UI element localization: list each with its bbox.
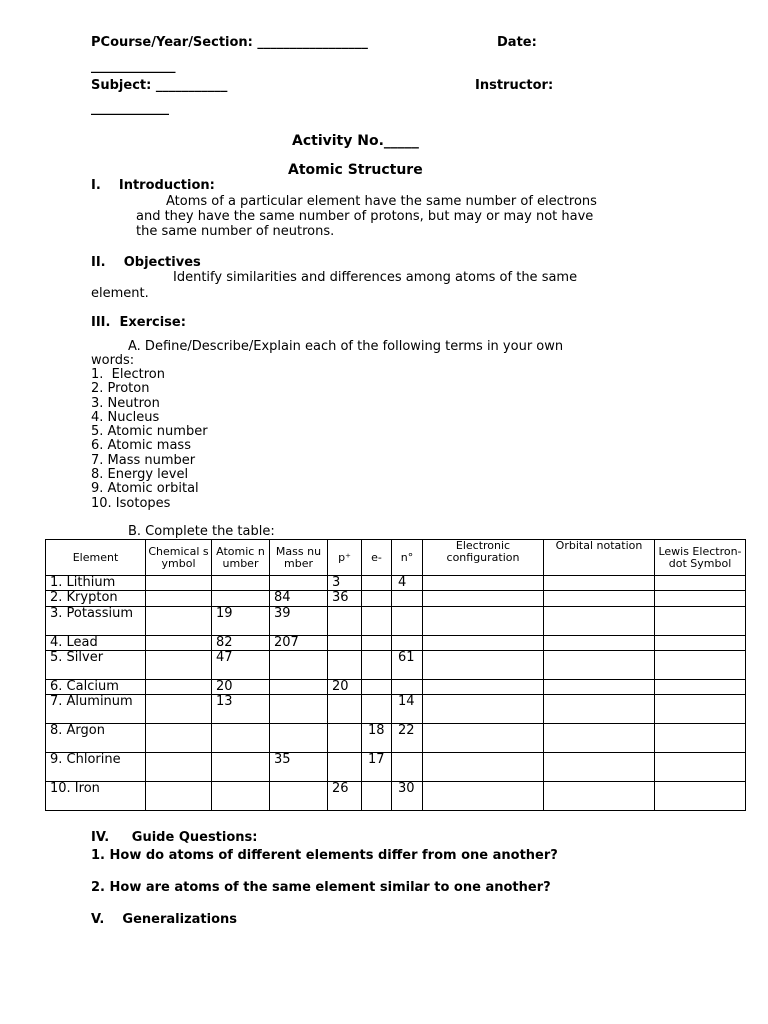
table-row — [46, 650, 746, 679]
table-cell: 47 — [212, 650, 270, 679]
table-cell — [392, 606, 423, 635]
objectives-line-2: element. — [91, 286, 149, 301]
table-cell — [212, 753, 270, 782]
table-cell — [270, 782, 328, 811]
instructor-blank: ____________ — [91, 101, 169, 116]
table-cell: 207 — [270, 635, 328, 650]
guide-questions-heading: IV. Guide Questions: — [91, 830, 258, 845]
element-name-cell: 3. Potassium — [46, 606, 146, 635]
part-a-line-1: A. Define/Describe/Explain each of the following terms in your own — [128, 339, 564, 354]
table-cell — [212, 591, 270, 606]
table-cell — [328, 635, 362, 650]
table-cell — [655, 650, 746, 679]
table-cell: 14 — [392, 695, 423, 724]
table-cell — [146, 753, 212, 782]
table-cell — [362, 782, 392, 811]
atomic-structure-table — [45, 539, 746, 811]
table-cell — [423, 591, 544, 606]
element-name-cell: 5. Silver — [46, 650, 146, 679]
table-cell — [423, 753, 544, 782]
table-cell — [270, 576, 328, 591]
table-row — [46, 591, 746, 606]
table-cell — [392, 679, 423, 694]
table-cell: 4 — [392, 576, 423, 591]
table-cell — [328, 724, 362, 753]
part-a-line-2: words: — [91, 353, 135, 368]
table-cell: 35 — [270, 753, 328, 782]
header-neutrons: n° — [392, 540, 423, 576]
objectives-line-1: Identify similarities and differences among atoms of the same — [173, 270, 578, 285]
term-item: 4. Nucleus — [91, 409, 160, 425]
table-cell — [544, 753, 655, 782]
table-cell — [362, 606, 392, 635]
intro-line-1: Atoms of a particular element have the same number of electrons — [166, 194, 597, 209]
table-cell — [655, 782, 746, 811]
header-mass-number: Mass number — [270, 540, 328, 576]
table-cell — [423, 576, 544, 591]
header-electrons: e- — [362, 540, 392, 576]
table-cell — [423, 635, 544, 650]
table-cell — [423, 679, 544, 694]
table-cell — [544, 782, 655, 811]
table-cell — [655, 679, 746, 694]
term-item: 5. Atomic number — [91, 424, 208, 440]
guide-question-2: 2. How are atoms of the same element similar to one another? — [91, 880, 551, 895]
table-cell — [328, 753, 362, 782]
table-cell — [655, 724, 746, 753]
table-cell — [362, 695, 392, 724]
table-cell — [655, 576, 746, 591]
table-cell — [362, 591, 392, 606]
table-cell — [146, 724, 212, 753]
table-cell: 20 — [212, 679, 270, 694]
element-name-cell: 8. Argon — [46, 724, 146, 753]
table-cell — [270, 679, 328, 694]
table-row — [46, 695, 746, 724]
table-cell — [655, 591, 746, 606]
table-cell — [423, 650, 544, 679]
table-cell — [362, 650, 392, 679]
term-item: 9. Atomic orbital — [91, 481, 199, 497]
table-cell — [146, 591, 212, 606]
table-row — [46, 679, 746, 694]
table-row — [46, 606, 746, 635]
header-protons: p⁺ — [328, 540, 362, 576]
table-cell — [423, 606, 544, 635]
element-name-cell: 2. Krypton — [46, 591, 146, 606]
table-cell — [544, 650, 655, 679]
element-name-cell: 7. Aluminum — [46, 695, 146, 724]
table-cell: 13 — [212, 695, 270, 724]
table-cell — [362, 576, 392, 591]
date-label: Date: — [497, 35, 537, 50]
element-name-cell: 6. Calcium — [46, 679, 146, 694]
table-cell — [328, 695, 362, 724]
generalizations-heading: V. Generalizations — [91, 912, 238, 927]
table-cell — [392, 591, 423, 606]
intro-line-3: the same number of neutrons. — [136, 224, 335, 239]
header-orbital-notation: Orbital notation — [544, 540, 655, 576]
table-cell — [270, 650, 328, 679]
table-cell — [544, 576, 655, 591]
topic-title: Atomic Structure — [288, 162, 423, 178]
table-cell — [544, 679, 655, 694]
table-cell: 19 — [212, 606, 270, 635]
guide-question-1: 1. How do atoms of different elements differ from one another? — [91, 848, 558, 863]
table-cell — [146, 606, 212, 635]
element-name-cell: 9. Chlorine — [46, 753, 146, 782]
table-cell — [146, 650, 212, 679]
element-name-cell: 4. Lead — [46, 635, 146, 650]
table-cell: 26 — [328, 782, 362, 811]
header-element: Element — [46, 540, 146, 576]
terms-list — [91, 368, 208, 511]
term-item: 7. Mass number — [91, 452, 196, 468]
table-row — [46, 724, 746, 753]
table-cell: 18 — [362, 724, 392, 753]
table-cell — [212, 724, 270, 753]
header-chemical-symbol: Chemical symbol — [146, 540, 212, 576]
table-cell — [146, 576, 212, 591]
element-name-cell: 1. Lithium — [46, 576, 146, 591]
table-cell — [655, 753, 746, 782]
table-cell — [270, 724, 328, 753]
table-cell — [655, 695, 746, 724]
activity-title: Activity No._____ — [292, 133, 419, 149]
table-row — [46, 782, 746, 811]
table-cell: 17 — [362, 753, 392, 782]
table-cell — [328, 650, 362, 679]
course-year-section-label: PCourse/Year/Section: _________________ — [91, 35, 368, 50]
table-cell — [544, 695, 655, 724]
table-cell: 3 — [328, 576, 362, 591]
term-item: 2. Proton — [91, 381, 150, 397]
table-cell: 39 — [270, 606, 328, 635]
table-row — [46, 635, 746, 650]
instructor-label: Instructor: — [475, 78, 554, 93]
intro-line-2: and they have the same number of protons, but may or may not have — [136, 209, 594, 224]
table-cell — [146, 635, 212, 650]
part-b-label: B. Complete the table: — [128, 524, 275, 539]
table-cell — [146, 679, 212, 694]
introduction-heading: I. Introduction: — [91, 178, 215, 193]
table-cell — [392, 753, 423, 782]
term-item: 6. Atomic mass — [91, 438, 191, 454]
table-cell — [362, 635, 392, 650]
element-name-cell: 10. Iron — [46, 782, 146, 811]
table-cell — [544, 724, 655, 753]
exercise-heading: III. Exercise: — [91, 315, 186, 330]
term-item: 1. Electron — [91, 367, 165, 382]
table-header-row — [46, 540, 746, 576]
table-cell — [212, 576, 270, 591]
table-cell — [362, 679, 392, 694]
objectives-heading: II. Objectives — [91, 255, 201, 270]
table-cell — [328, 606, 362, 635]
table-cell: 82 — [212, 635, 270, 650]
table-cell — [544, 606, 655, 635]
table-cell — [544, 591, 655, 606]
table-cell — [146, 695, 212, 724]
date-blank: _____________ — [91, 59, 176, 74]
table-cell — [423, 695, 544, 724]
header-lewis-symbol: Lewis Electron-dot Symbol — [655, 540, 746, 576]
table-cell — [270, 695, 328, 724]
table-row — [46, 753, 746, 782]
table-cell — [655, 635, 746, 650]
table-cell — [423, 782, 544, 811]
table-cell: 22 — [392, 724, 423, 753]
term-item: 10. Isotopes — [91, 495, 171, 511]
table-cell: 36 — [328, 591, 362, 606]
table-cell — [146, 782, 212, 811]
table-cell: 61 — [392, 650, 423, 679]
table-cell — [655, 606, 746, 635]
subject-label: Subject: ___________ — [91, 78, 228, 93]
table-cell — [544, 635, 655, 650]
table-cell — [423, 724, 544, 753]
term-item: 8. Energy level — [91, 467, 189, 483]
term-item: 3. Neutron — [91, 395, 160, 411]
table-row — [46, 576, 746, 591]
header-atomic-number: Atomic number — [212, 540, 270, 576]
table-cell: 30 — [392, 782, 423, 811]
table-cell: 20 — [328, 679, 362, 694]
table-cell — [212, 782, 270, 811]
table-cell — [392, 635, 423, 650]
table-cell: 84 — [270, 591, 328, 606]
header-electronic-configuration: Electronic configuration — [423, 540, 544, 576]
